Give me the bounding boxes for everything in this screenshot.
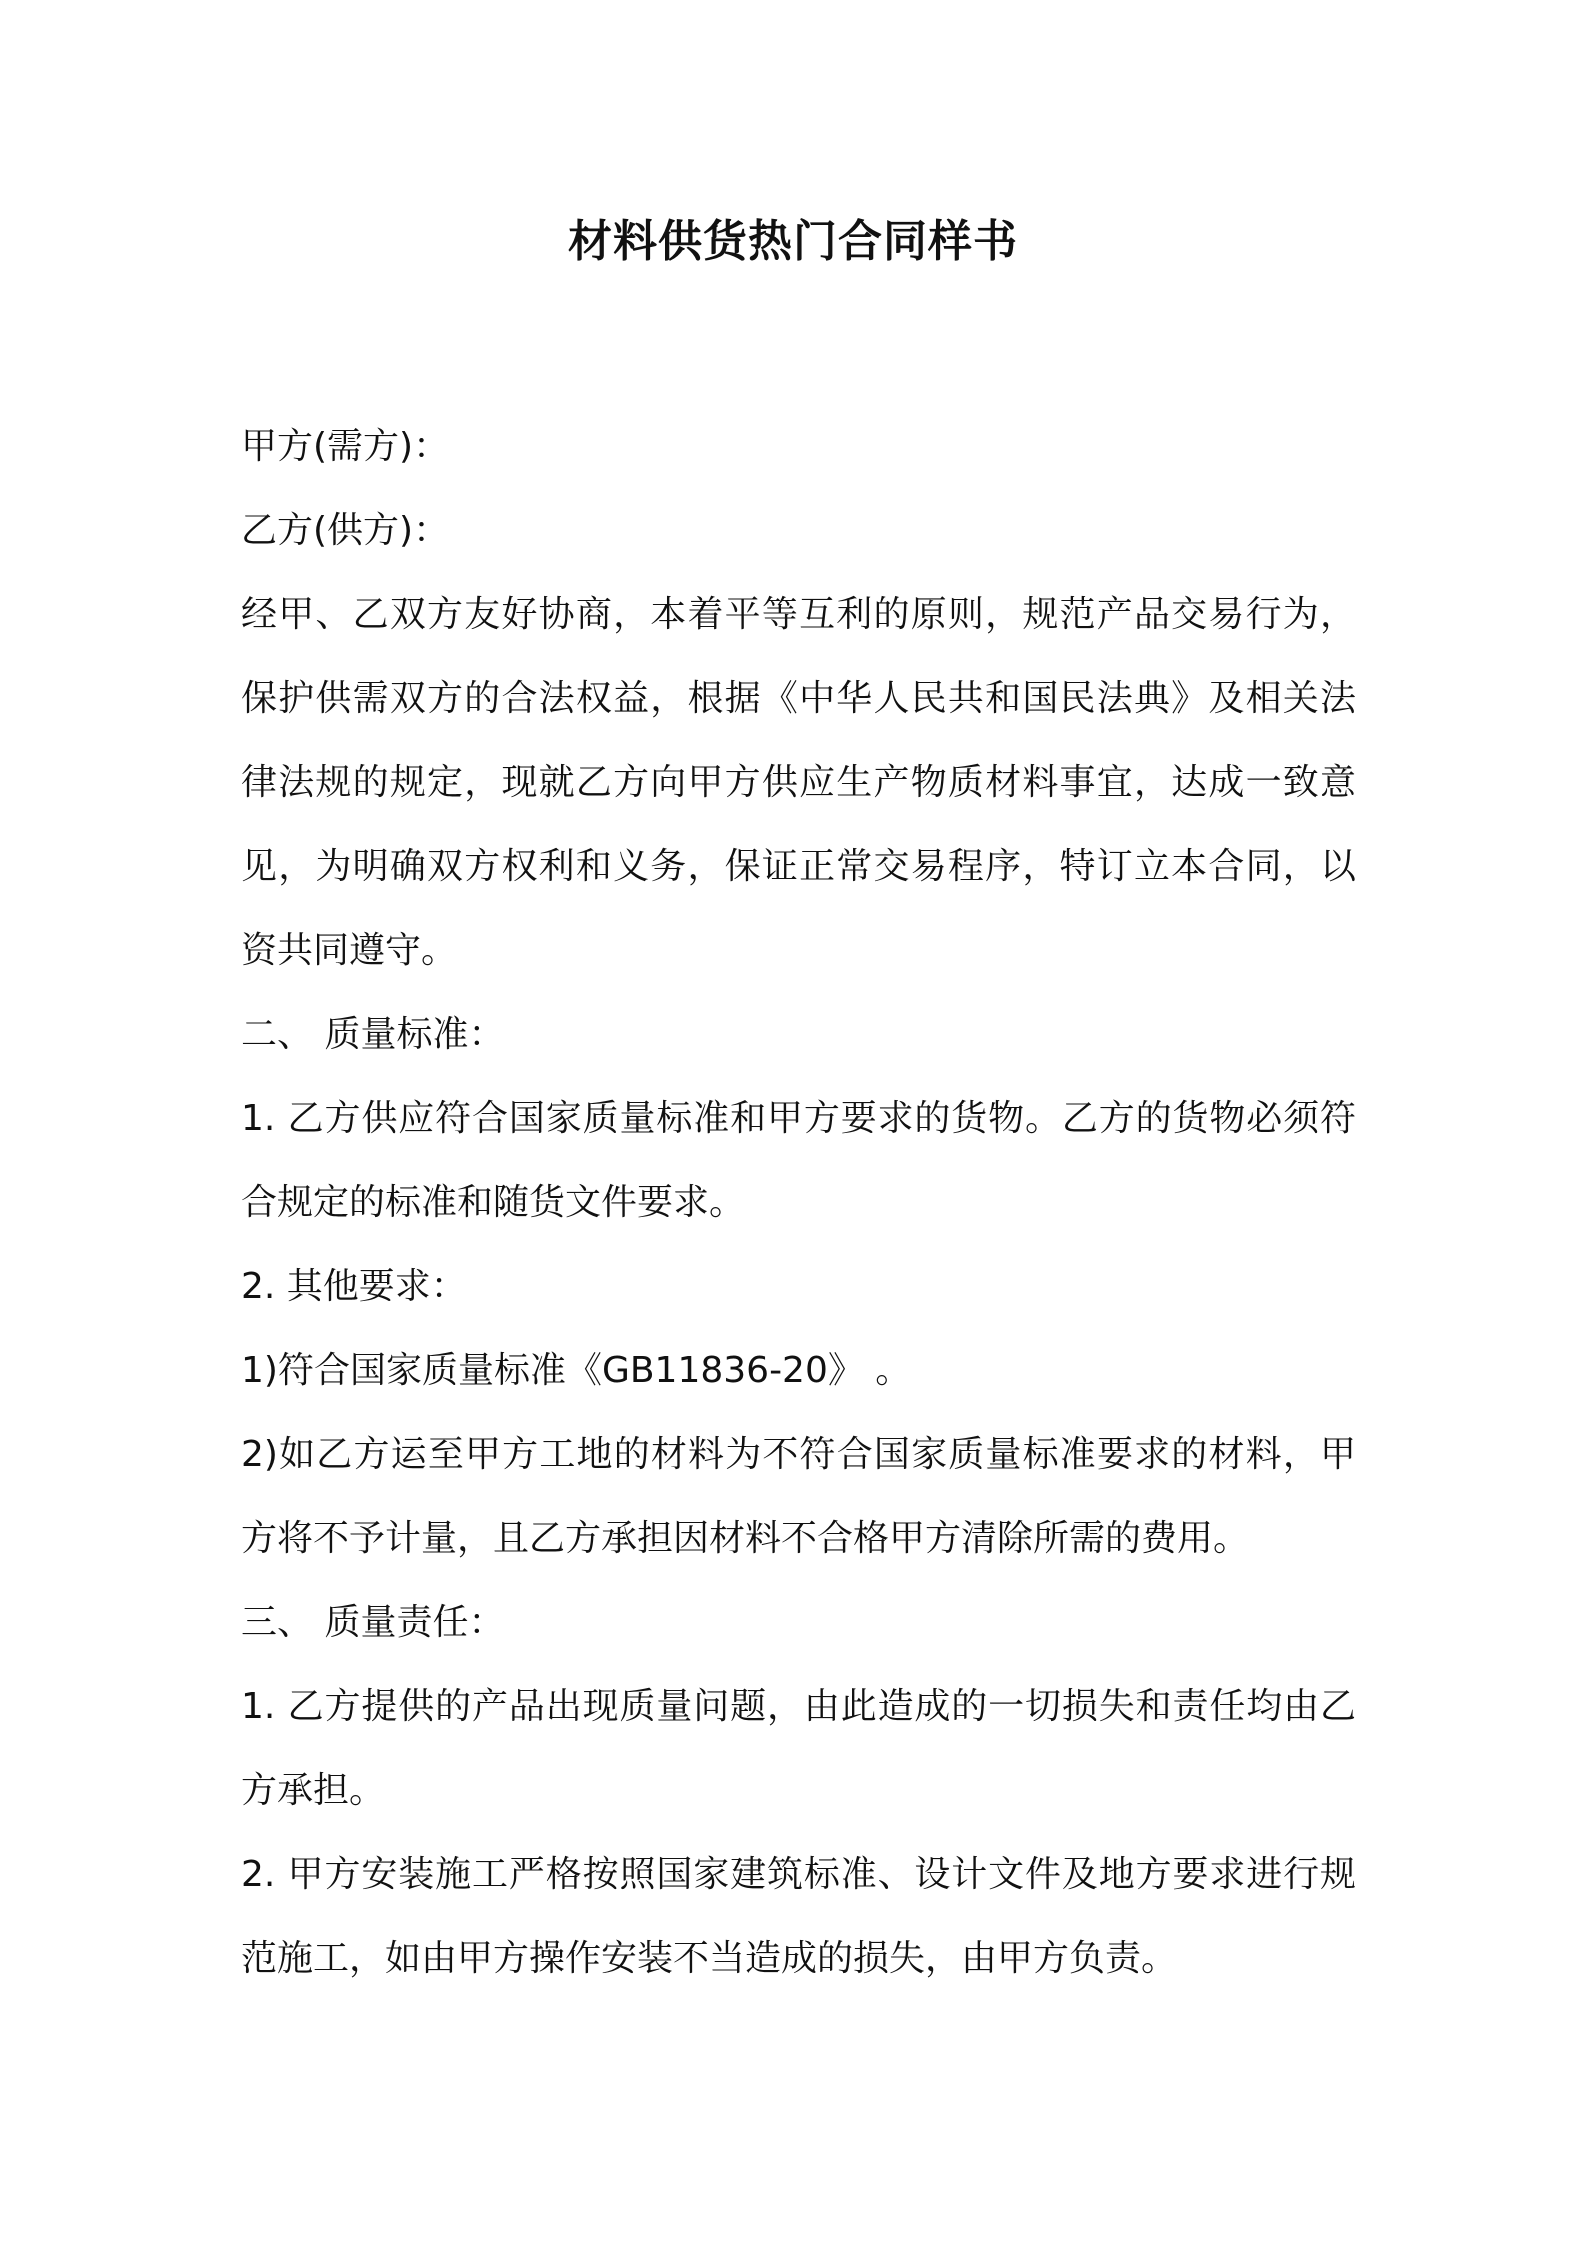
section-2-heading: 二、 质量标准： <box>241 1014 505 1055</box>
section-2-item-1: 1. 乙方供应符合国家质量标准和甲方要求的货物。乙方的货物必须符合规定的标准和随货文件要求。 <box>241 1098 1356 1223</box>
party-a-line: 甲方(需方)： <box>241 426 450 467</box>
section-2-sub-1: 1)符合国家质量标准《GB11836-20》 。 <box>241 1350 912 1391</box>
section-2-sub-2: 2)如乙方运至甲方工地的材料为不符合国家质量标准要求的材料，甲方将不予计量，且乙方承担因材料不合格甲方清除所需的费用。 <box>241 1434 1356 1559</box>
party-b-line: 乙方(供方)： <box>241 510 450 551</box>
section-3-item-2: 2. 甲方安装施工严格按照国家建筑标准、设计文件及地方要求进行规范施工，如由甲方操作安装不当造成的损失，由甲方负责。 <box>241 1854 1356 1979</box>
section-3-heading: 三、 质量责任： <box>241 1602 505 1643</box>
contract-body <box>241 405 1356 2001</box>
document-title: 材料供货热门合同样书 <box>568 216 1018 267</box>
preamble-paragraph: 经甲、乙双方友好协商，本着平等互利的原则，规范产品交易行为，保护供需双方的合法权益，根据《中华人民共和国民法典》及相关法律法规的规定，现就乙方向甲方供应生产物质材料事宜，达成一致意见，为明确双方权利和义务，保证正常交易程序，特订立本合同，以资共同遵守。 <box>241 594 1356 971</box>
section-2-item-2: 2. 其他要求： <box>241 1266 467 1307</box>
section-3-item-1: 1. 乙方提供的产品出现质量问题，由此造成的一切损失和责任均由乙方承担。 <box>241 1686 1356 1811</box>
